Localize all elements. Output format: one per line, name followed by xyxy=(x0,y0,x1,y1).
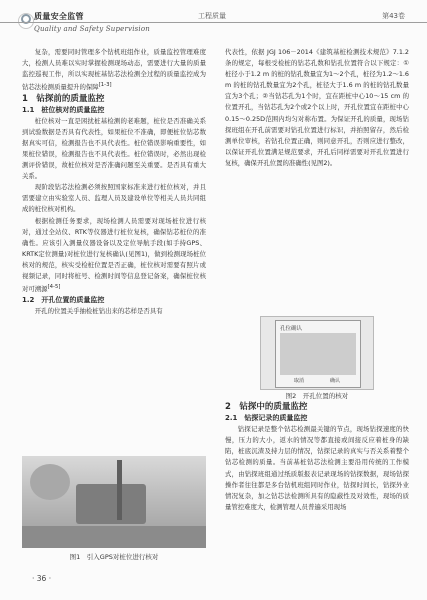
phone-title: 孔位确认 xyxy=(280,326,303,332)
drill-rig-shape xyxy=(76,484,146,524)
paragraph-hole-position: 开孔的位置关乎抽检桩钻出来的芯样是否具有 xyxy=(34,307,163,316)
figure-1-photo xyxy=(22,456,206,548)
figure-2-caption: 图2 开孔位置的核对 xyxy=(285,392,349,400)
volume-label: 第43卷 xyxy=(382,12,405,20)
figure-2-screenshot xyxy=(260,316,374,390)
paragraph-drilling-record: 钻探记录是整个钻芯检测最关键的节点，现场钻探速度的快慢，压力的大小，返水的情况等都直接或间接反应着桩身的缺陷，桩底沉渣及持力层的情况，钻探记录的真实与否关系着整个钻芯检测的质量。当前基桩钻芯法检测主要沿用传统的工作模式，由钻探班组通过纸质版报表记录现场的钻探数据，现场钻探操作者往往都是多台钻机班组同时作业，钻探时间长，钻探外业情况复杂，加之钻芯法检测所具有的隐蔽性及对效性，现场的质量管控难度大，检测管理人员普遍采用现场 xyxy=(225,425,409,511)
right-column xyxy=(225,47,409,169)
section-title: 工程质量 xyxy=(198,12,226,20)
header-rule xyxy=(0,22,427,23)
section-1-2-heading: 1.2 开孔位置的质量监控 xyxy=(22,296,105,305)
drill-mast-shape xyxy=(117,460,122,520)
intro-paragraph: 复杂，需要同时管理多个钻机班组作业，质量监控管理难度大，检测人员难以实时掌握检测现场动态，需要进行大量的质量监控巡视工作，所以实现桩基钻芯法检测全过程的质量监控成为钻芯法检测质量提升的保障[1-3] xyxy=(22,48,206,92)
journal-title-en: Quality and Safety Supervision xyxy=(34,25,150,33)
paragraph-pile-check: 桩位核对一直是困扰桩基检测的老难题，桩位是否准确关系到试验数据是否具有代表性，如果桩位不准确，即便桩位钻芯数据真实可信，检测报告也不具代表性。桩位错误影响重要性，如果桩位错误，检测报告也不具代表性。桩位错误时，必然出现检测评价错误，故桩位核对是否准确问题至关重要。是否具有重大关系。 xyxy=(22,116,206,181)
cancel-button: 取消 xyxy=(294,378,305,384)
phone-screen xyxy=(275,320,361,388)
page-number: · 36 · xyxy=(32,574,52,583)
section-1-1-heading: 1.1 桩位核对的质量监控 xyxy=(22,105,105,114)
right-column-lower xyxy=(225,402,409,513)
tree-shape xyxy=(30,464,70,500)
confirm-button: 确认 xyxy=(330,378,341,384)
ground-shape xyxy=(22,526,206,548)
paragraph-gps: 根据检测任务要求，现场检测人员需要对现场桩位进行核对，通过全站仪、RTK等仪器进行桩位复核，确保钻芯桩位的准确性。应该引入测量仪器设备以及定位导航手段(如手持GPS、KRTK定位测量)对桩位进行复核确认(见图1)，做到检测现场桩位核对的规范，核实受检桩位置是否正确，桩位核对需要有照片或视频记录，同时将桩号、检测时间等信息登记备案，确保桩位核对可溯源[4-5] xyxy=(22,216,206,294)
section-2-1-heading: 2.1 钻探记录的质量监控 xyxy=(225,414,308,423)
section-2-heading: 2 钻探中的质量监控 xyxy=(225,402,308,412)
section-1-heading: 1 钻探前的质量监控 xyxy=(22,93,105,104)
page-header xyxy=(0,0,427,48)
left-column xyxy=(22,47,206,318)
journal-title-cn: 质量安全监管 xyxy=(34,12,84,21)
phone-photo xyxy=(280,333,356,375)
figure-1-caption: 图1 引入GPS对桩位进行核对 xyxy=(69,553,159,561)
paragraph-spec: 代表性，依据 JGJ 106－2014《建筑基桩检测技术规范》7.1.2 条的规定，每根受检桩的钻芯孔数和钻孔位置符合以下规定：①桩径小于1.2 m 的桩的钻孔数量宜为1～2个孔，桩径为1.2～1.6 m 的桩的钻孔数量宜为2个孔，桩径大于1.6 m 的桩的钻孔数量宜为3个孔；②当钻芯孔为1个时，宜在距桩中心10～15 cm 的位置开孔，当钻芯孔为2个或2个以上时，开孔位置宜在距桩中心0.15～0.25D范围内均匀对称布置。为保证开孔的质量，现场钻探班组在开孔前需要对钻孔位置进行标识，并拍照留存，然后检测单位审核，若钻孔位置正确，则同意开孔，否则应进行整改，以保证开孔位置满足规范要求，开孔后同样需要对开孔位置进行复核，确保开孔位置的准确性(见图2)。 xyxy=(225,48,409,167)
paragraph-pile-check-2: 现阶段钻芯法检测必须按照国家标准来进行桩位核对，并且需要建立由实验室人员、监理人员及建设单位等相关人员共同组成的桩位核对机构。 xyxy=(22,183,206,214)
